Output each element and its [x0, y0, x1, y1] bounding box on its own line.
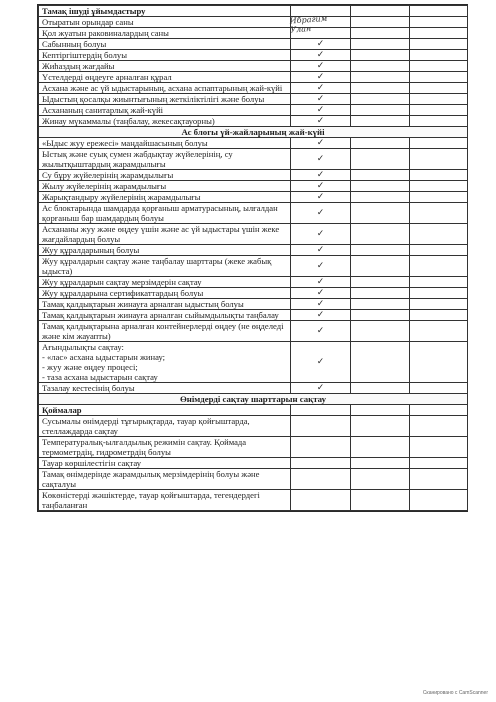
table-row — [39, 72, 468, 83]
criterion-label: Температуралық-ылғалдылық режимін сақтау. Қоймада термометрдің, гидрометрдің болуы — [39, 437, 291, 458]
criterion-label: Тамақ қалдықтарын жинауға арналған сыйымдылықты таңбалау — [39, 310, 291, 321]
empty-cell — [351, 170, 410, 181]
checkmark-cell — [291, 469, 351, 490]
criterion-label: Асхананы жуу және өңдеу үшін және ас үй ыдыстары үшін жеке жағдайлардың болуы — [39, 224, 291, 245]
empty-cell — [410, 203, 468, 224]
empty-cell — [410, 437, 468, 458]
empty-cell — [351, 149, 410, 170]
checkmark-cell: ✓ — [291, 61, 351, 72]
criterion-label: Ыстық және суық сумен жабдықтау жүйелерінің, су жылытқыштардың жарамдылығы — [39, 149, 291, 170]
empty-cell — [410, 181, 468, 192]
checkmark-cell: ✓ — [291, 277, 351, 288]
empty-cell — [410, 224, 468, 245]
criterion-label: «Ыдыс жуу ережесі» маңдайшасының болуы — [39, 138, 291, 149]
empty-cell — [410, 192, 468, 203]
empty-cell — [351, 277, 410, 288]
section-header — [39, 127, 468, 138]
table-row — [39, 458, 468, 469]
empty-cell — [351, 458, 410, 469]
empty-cell — [410, 17, 468, 28]
criterion-label: Жуу құралдарының болуы — [39, 245, 291, 256]
empty-cell — [351, 203, 410, 224]
empty-cell — [351, 83, 410, 94]
table-row — [39, 149, 468, 170]
table-row — [39, 116, 468, 127]
table-row — [39, 138, 468, 149]
table-row — [39, 383, 468, 394]
inspection-table — [38, 5, 468, 511]
checkmark-cell — [291, 437, 351, 458]
criterion-label: Жылу жүйелерінің жарамдылығы — [39, 181, 291, 192]
empty-cell — [351, 299, 410, 310]
section-header — [39, 394, 468, 405]
empty-cell — [351, 405, 410, 416]
criterion-label: Ағындылықты сақтау: - «лас» асхана ыдыстарын жинау; - жуу және өңдеу процесі; - таза асхана ыдыстарын сақтау — [39, 342, 291, 383]
table-row — [39, 310, 468, 321]
checkmark-cell: ✓ — [291, 383, 351, 394]
empty-cell — [410, 416, 468, 437]
table-row — [39, 94, 468, 105]
empty-cell — [351, 17, 410, 28]
criterion-label: Сабынның болуы — [39, 39, 291, 50]
empty-cell — [410, 458, 468, 469]
checkmark-cell: ✓ — [291, 288, 351, 299]
criterion-label: Жинау мүкаммалы (таңбалау, жекесақтауорны) — [39, 116, 291, 127]
table-row — [39, 342, 468, 383]
criterion-label: Көкөністерді жәшіктерде, тауар қойғыштарда, тегендердегі таңбаланған — [39, 490, 291, 511]
empty-cell — [351, 416, 410, 437]
table-row — [39, 224, 468, 245]
empty-cell — [410, 321, 468, 342]
empty-cell — [351, 321, 410, 342]
empty-cell — [351, 138, 410, 149]
criterion-label: Асхананың санитарлық жай-күйі — [39, 105, 291, 116]
handwritten-line: Ибрагим — [289, 13, 328, 26]
empty-cell — [351, 28, 410, 39]
checkmark-cell: ✓ — [291, 170, 351, 181]
empty-cell — [351, 224, 410, 245]
criterion-label: Сусымалы өнімдерді тұғырықтарда, тауар қойғыштарда, стеллаждарда сақтау — [39, 416, 291, 437]
inspection-table-sheet — [37, 4, 468, 512]
checkmark-cell: ✓ — [291, 116, 351, 127]
empty-cell — [410, 277, 468, 288]
table-row — [39, 39, 468, 50]
checkmark-cell: ✓ — [291, 39, 351, 50]
table-row — [39, 28, 468, 39]
criterion-label: Тазалау кестесінің болуы — [39, 383, 291, 394]
table-row — [39, 192, 468, 203]
scanner-footer: Сканировано с CamScanner — [422, 690, 488, 696]
empty-cell — [351, 490, 410, 511]
table-row — [39, 50, 468, 61]
section-title: Өнімдерді сақтау шарттарын сақтау — [39, 394, 468, 405]
checkmark-cell: ✓ — [291, 181, 351, 192]
table-row — [39, 490, 468, 511]
criterion-label: Отыратын орындар саны — [39, 17, 291, 28]
table-row — [39, 277, 468, 288]
empty-cell — [410, 50, 468, 61]
empty-cell — [291, 405, 351, 416]
criterion-label: Кептіргіштердің болуы — [39, 50, 291, 61]
criterion-label: Жиһаздың жағдайы — [39, 61, 291, 72]
checkmark-cell: ✓ — [291, 342, 351, 383]
empty-cell — [351, 6, 410, 17]
empty-cell — [410, 149, 468, 170]
empty-cell — [410, 310, 468, 321]
checkmark-cell: ✓ — [291, 72, 351, 83]
checkmark-cell: ✓ — [291, 299, 351, 310]
criterion-label: Тауар көршілестігін сақтау — [39, 458, 291, 469]
table-row — [39, 469, 468, 490]
empty-cell — [351, 39, 410, 50]
table-row — [39, 17, 468, 28]
empty-cell — [351, 61, 410, 72]
criterion-label: Асхана және ас үй ыдыстарының, асхана аспаптарының жай-күйі — [39, 83, 291, 94]
checkmark-cell: ✓ — [291, 83, 351, 94]
criterion-label: Қол жуатын раковиналардың саны — [39, 28, 291, 39]
empty-cell — [410, 170, 468, 181]
section-title: Ас блогы үй-жайларының жай-күйі — [39, 127, 468, 138]
criterion-label: Жарықтандыру жүйелерінің жарамдылығы — [39, 192, 291, 203]
empty-cell — [410, 299, 468, 310]
checkmark-cell — [291, 458, 351, 469]
table-row — [39, 256, 468, 277]
section-header — [39, 405, 468, 416]
checkmark-cell: ✓ — [291, 192, 351, 203]
table-row — [39, 181, 468, 192]
empty-cell — [410, 383, 468, 394]
empty-cell — [351, 469, 410, 490]
checkmark-cell: ✓ — [291, 105, 351, 116]
criterion-label: Тамақ қалдықтарына арналған контейнерлерді өңдеу (не өңделеді және кім жауапты) — [39, 321, 291, 342]
criterion-label: Үстелдерді өңдеуге арналған құрал — [39, 72, 291, 83]
section-header — [39, 6, 468, 17]
checkmark-cell: ✓ — [291, 224, 351, 245]
checkmark-cell: ✓ — [291, 256, 351, 277]
empty-cell — [410, 405, 468, 416]
checkmark-cell: ✓ — [291, 138, 351, 149]
empty-cell — [410, 138, 468, 149]
empty-cell — [410, 342, 468, 383]
criterion-label: Ыдыстың қосалқы жиынтығының жеткіліктілігі және болуы — [39, 94, 291, 105]
criterion-label: Жуу құралдарын сақтау мерзімдерін сақтау — [39, 277, 291, 288]
criterion-label: Ас блоктарында шамдарда қорғаныш арматурасының, ылғалдан қорғаныш бар шамдардың болуы — [39, 203, 291, 224]
criterion-label: Жуу құралдарына сертификаттардың болуы — [39, 288, 291, 299]
table-row — [39, 61, 468, 72]
empty-cell — [410, 469, 468, 490]
table-row — [39, 83, 468, 94]
table-row — [39, 105, 468, 116]
criterion-label: Тамақ өнімдерінде жарамдылық мерзімдерінің болуы және сақталуы — [39, 469, 291, 490]
table-row — [39, 321, 468, 342]
empty-cell — [410, 72, 468, 83]
handwritten-line: Улан — [290, 24, 312, 35]
empty-cell — [410, 105, 468, 116]
empty-cell — [351, 116, 410, 127]
checkmark-cell — [291, 416, 351, 437]
empty-cell — [410, 61, 468, 72]
empty-cell — [410, 245, 468, 256]
table-row — [39, 416, 468, 437]
checkmark-cell: ✓ — [291, 50, 351, 61]
empty-cell — [351, 383, 410, 394]
empty-cell — [410, 83, 468, 94]
checkmark-cell: ✓ — [291, 149, 351, 170]
empty-cell — [410, 6, 468, 17]
empty-cell — [351, 105, 410, 116]
criterion-label: Тамақ қалдықтарын жинауға арналған ыдыстың болуы — [39, 299, 291, 310]
empty-cell — [410, 39, 468, 50]
checkmark-cell: ✓ — [291, 94, 351, 105]
checkmark-cell: ✓ — [291, 245, 351, 256]
empty-cell — [351, 342, 410, 383]
table-row — [39, 437, 468, 458]
inspection-table-body — [39, 6, 468, 511]
empty-cell — [351, 72, 410, 83]
empty-cell — [410, 490, 468, 511]
empty-cell — [351, 256, 410, 277]
table-row — [39, 299, 468, 310]
checkmark-cell: ✓ — [291, 321, 351, 342]
empty-cell — [410, 94, 468, 105]
empty-cell — [351, 437, 410, 458]
empty-cell — [351, 245, 410, 256]
empty-cell — [410, 28, 468, 39]
criterion-label: Су бұру жүйелерінің жарамдылығы — [39, 170, 291, 181]
table-row — [39, 203, 468, 224]
empty-cell — [410, 256, 468, 277]
checkmark-cell: ✓ — [291, 310, 351, 321]
empty-cell — [351, 94, 410, 105]
empty-cell — [351, 288, 410, 299]
empty-cell — [410, 116, 468, 127]
empty-cell — [351, 50, 410, 61]
section-title: Қоймалар — [39, 405, 291, 416]
section-title: Тамақ ішуді ұйымдастыру — [39, 6, 291, 17]
table-row — [39, 245, 468, 256]
handwritten-note — [289, 13, 334, 34]
table-row — [39, 288, 468, 299]
criterion-label: Жуу құралдарын сақтау және таңбалау шарттары (жеке жабық ыдыста) — [39, 256, 291, 277]
empty-cell — [410, 288, 468, 299]
checkmark-cell: ✓ — [291, 203, 351, 224]
empty-cell — [351, 192, 410, 203]
table-row — [39, 170, 468, 181]
empty-cell — [351, 181, 410, 192]
empty-cell — [351, 310, 410, 321]
checkmark-cell — [291, 490, 351, 511]
